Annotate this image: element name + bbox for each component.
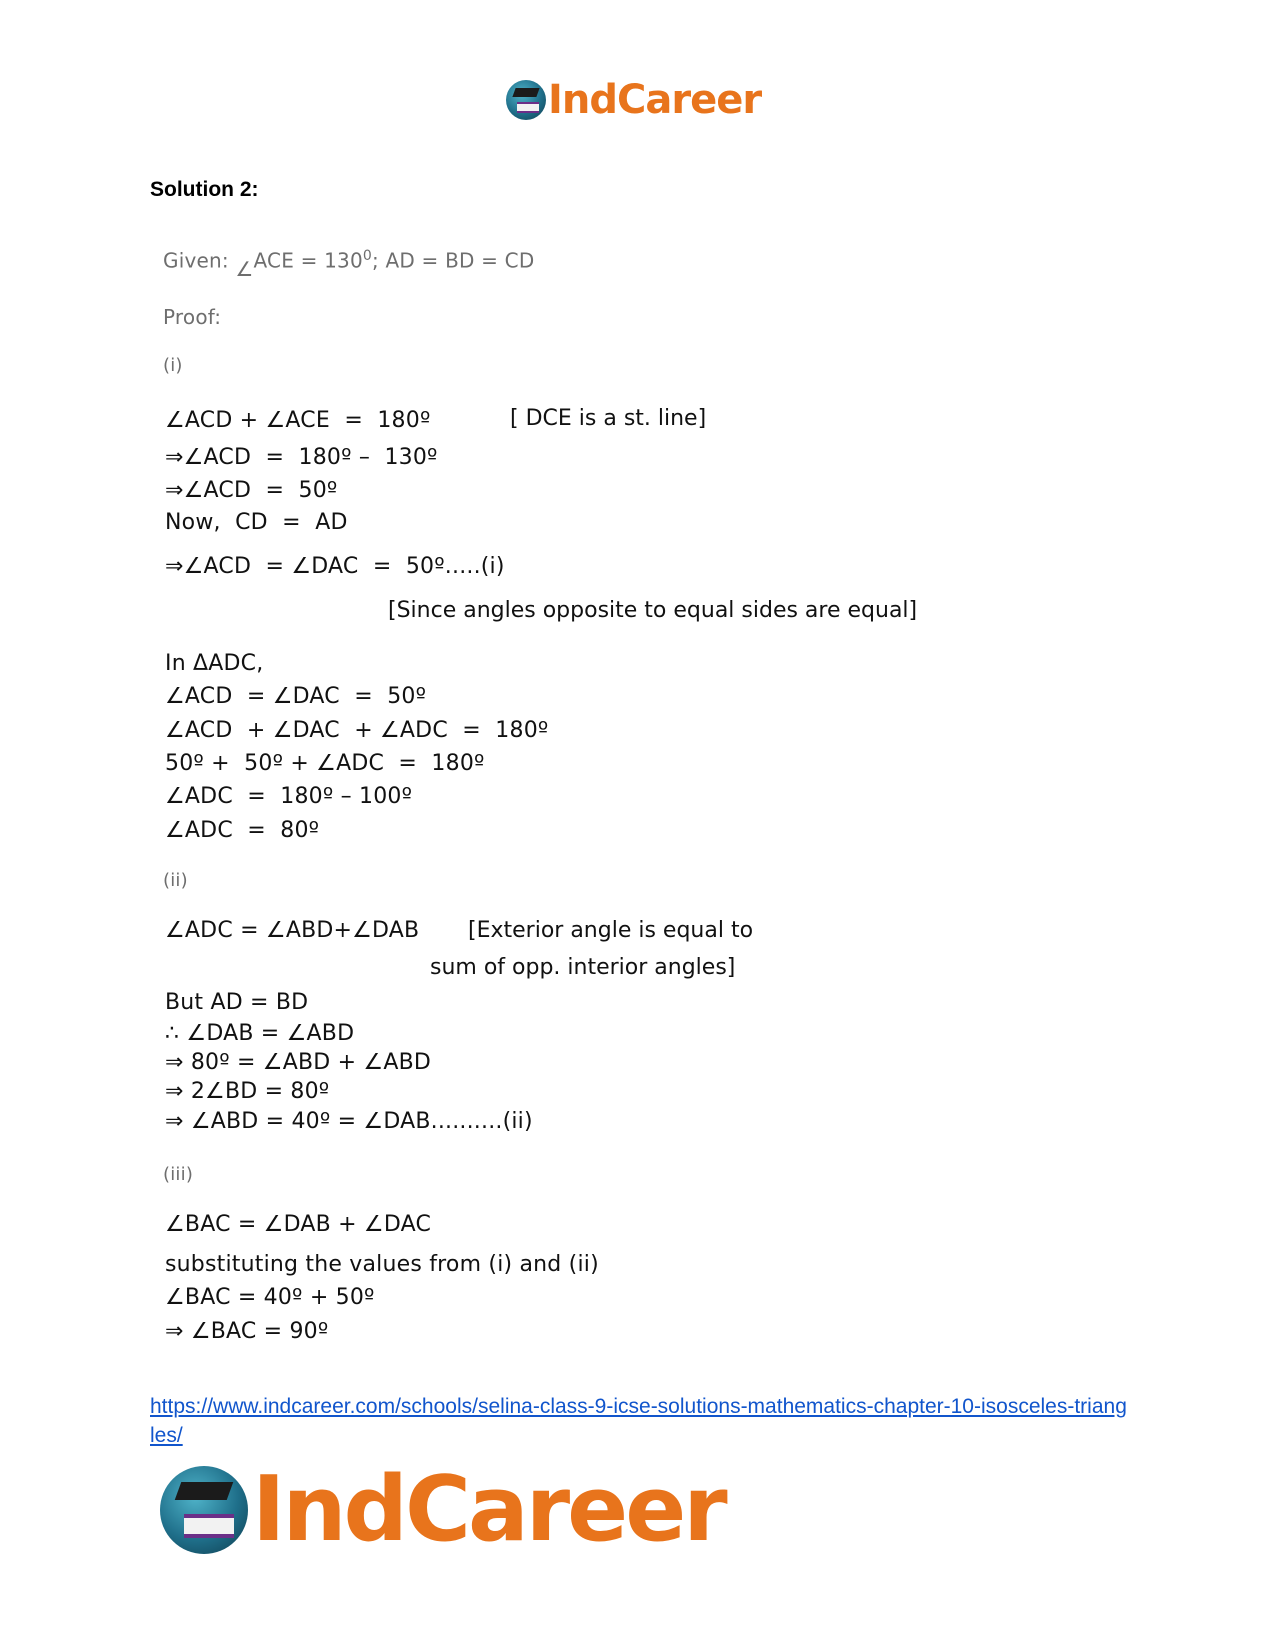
step-i-5: ⇒∠ACD = ∠DAC = 50º.....(i) (165, 554, 505, 579)
proof-label: Proof: (163, 305, 222, 329)
part-ii-label: (ii) (163, 870, 188, 891)
step-iii-3: ∠BAC = 40º + 50º (165, 1285, 375, 1310)
part-i-label: (i) (163, 355, 183, 376)
step-i-9: 50º + 50º + ∠ADC = 180º (165, 751, 485, 776)
step-i-7: ∠ACD = ∠DAC = 50º (165, 684, 427, 709)
step-i-3: ⇒∠ACD = 50º (165, 478, 338, 503)
given-angle-symbol: ∠ (235, 256, 254, 281)
given-label: Given: (163, 248, 236, 273)
step-ii-4: ⇒ 80º = ∠ABD + ∠ABD (165, 1050, 432, 1075)
footer-logo (160, 1457, 725, 1562)
step-i-6: In ΔADC, (165, 651, 264, 676)
step-i-4: Now, CD = AD (165, 510, 348, 535)
step-iii-1: ∠BAC = ∠DAB + ∠DAC (165, 1212, 431, 1237)
given-degree: 0 (362, 248, 373, 264)
step-ii-5: ⇒ 2∠BD = 80º (165, 1079, 330, 1104)
graduation-book-logo-icon (506, 80, 546, 120)
graduation-book-logo-icon (160, 1466, 248, 1554)
step-ii-1-note-b: sum of opp. interior angles] (430, 955, 736, 980)
step-i-1: ∠ACD + ∠ACE = 180º (165, 408, 431, 433)
step-ii-2: But AD = BD (165, 990, 309, 1015)
given-text: ACE = 130 (253, 248, 363, 273)
source-link[interactable]: https://www.indcareer.com/schools/selina-class-9-icse-solutions-mathematics-chapter-10-isosceles-triangles/ (150, 1395, 1127, 1447)
step-i-8: ∠ACD + ∠DAC + ∠ADC = 180º (165, 718, 549, 743)
given-line (163, 248, 535, 281)
header-logo (506, 77, 762, 123)
step-i-10: ∠ADC = 180º – 100º (165, 784, 413, 809)
step-i-2: ⇒∠ACD = 180º – 130º (165, 445, 438, 470)
step-ii-1: ∠ADC = ∠ABD+∠DAB (165, 918, 420, 943)
footer-logo-text: IndCareer (252, 1457, 725, 1562)
step-iii-4: ⇒ ∠BAC = 90º (165, 1319, 329, 1344)
step-ii-1-note-a: [Exterior angle is equal to (468, 918, 754, 943)
step-ii-6: ⇒ ∠ABD = 40º = ∠DAB..........(ii) (165, 1109, 533, 1134)
part-iii-label: (iii) (163, 1164, 194, 1185)
logo-text: IndCareer (548, 77, 762, 123)
given-rest: ; AD = BD = CD (372, 248, 535, 273)
step-i-1-note: [ DCE is a st. line] (510, 406, 707, 431)
step-ii-3: ∴ ∠DAB = ∠ABD (165, 1021, 355, 1046)
step-i-11: ∠ADC = 80º (165, 818, 320, 843)
solution-heading: Solution 2: (150, 178, 259, 201)
step-i-5-note: [Since angles opposite to equal sides are equal] (388, 598, 918, 623)
step-iii-2: substituting the values from (i) and (ii) (165, 1252, 599, 1277)
